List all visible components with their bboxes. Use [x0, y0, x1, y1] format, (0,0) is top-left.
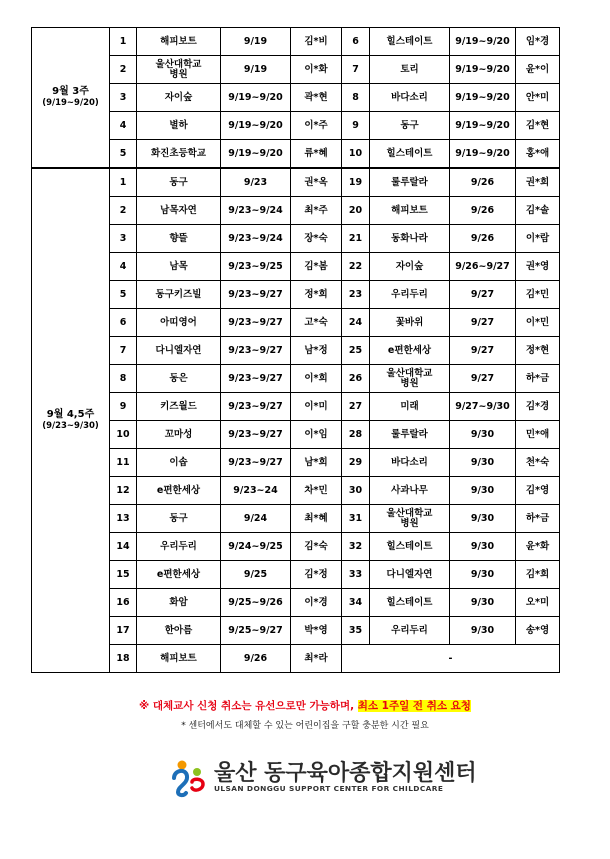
schedule-row — [32, 477, 560, 505]
date-range: 9/25 — [221, 561, 291, 589]
schedule-row — [32, 337, 560, 365]
teacher-name: 송*영 — [516, 617, 560, 645]
center-name: 한아름 — [137, 617, 221, 645]
teacher-name: 이*화 — [291, 56, 342, 84]
date-range: 9/23~9/25 — [221, 253, 291, 281]
schedule-row — [32, 281, 560, 309]
date-range: 9/27 — [450, 337, 516, 365]
center-name: 자이숲 — [370, 253, 450, 281]
date-range: 9/24~9/25 — [221, 533, 291, 561]
teacher-name: 김*숙 — [291, 533, 342, 561]
center-name: 힐스테이트 — [370, 28, 450, 56]
teacher-name: 윤*화 — [516, 533, 560, 561]
schedule-row — [32, 449, 560, 477]
date-range: 9/26 — [450, 225, 516, 253]
date-range: 9/23~9/27 — [221, 393, 291, 421]
schedule-row — [32, 309, 560, 337]
row-number: 7 — [342, 56, 370, 84]
date-range: 9/19~9/20 — [450, 140, 516, 169]
row-number: 1 — [110, 168, 137, 197]
center-name: 룰루랄라 — [370, 168, 450, 197]
teacher-name: 하*금 — [516, 505, 560, 533]
schedule-row — [32, 561, 560, 589]
date-range: 9/19~9/20 — [221, 112, 291, 140]
row-number: 29 — [342, 449, 370, 477]
teacher-name: 김*정 — [291, 561, 342, 589]
teacher-name: 하*금 — [516, 365, 560, 393]
teacher-name: 최*혜 — [291, 505, 342, 533]
date-range: 9/23 — [221, 168, 291, 197]
date-range: 9/26 — [450, 168, 516, 197]
date-range: 9/30 — [450, 589, 516, 617]
schedule-row — [32, 253, 560, 281]
time-notice: * 센터에서도 대체할 수 있는 어린이집을 구할 충분한 시간 필요 — [181, 721, 429, 731]
teacher-name: 김*영 — [516, 477, 560, 505]
week-label-cell — [32, 168, 110, 673]
teacher-name: 김*희 — [516, 561, 560, 589]
row-number: 1 — [110, 28, 137, 56]
date-range: 9/30 — [450, 533, 516, 561]
row-number: 35 — [342, 617, 370, 645]
date-range: 9/30 — [450, 421, 516, 449]
date-range: 9/27~9/30 — [450, 393, 516, 421]
schedule-row — [32, 617, 560, 645]
row-number: 5 — [110, 140, 137, 169]
teacher-name: 김*비 — [291, 28, 342, 56]
center-name: 꼬마성 — [137, 421, 221, 449]
schedule-row — [32, 56, 560, 84]
schedule-row — [32, 112, 560, 140]
center-name: 바다소리 — [370, 84, 450, 112]
schedule-row — [32, 28, 560, 56]
center-name: 힐스테이트 — [370, 533, 450, 561]
date-range: 9/30 — [450, 449, 516, 477]
center-name: 화암 — [137, 589, 221, 617]
center-name: 토리 — [370, 56, 450, 84]
row-number: 2 — [110, 56, 137, 84]
schedule-row — [32, 225, 560, 253]
teacher-name: 박*영 — [291, 617, 342, 645]
schedule-row — [32, 84, 560, 112]
date-range: 9/30 — [450, 477, 516, 505]
teacher-name: 최*라 — [291, 645, 342, 673]
center-name: e편한세상 — [370, 337, 450, 365]
teacher-name: 정*현 — [516, 337, 560, 365]
schedule-row — [32, 645, 560, 673]
row-number: 15 — [110, 561, 137, 589]
teacher-name: 안*미 — [516, 84, 560, 112]
schedule-row — [32, 505, 560, 533]
teacher-name: 고*숙 — [291, 309, 342, 337]
date-range: 9/30 — [450, 561, 516, 589]
date-range: 9/27 — [450, 309, 516, 337]
teacher-name: 차*민 — [291, 477, 342, 505]
row-number: 6 — [110, 309, 137, 337]
row-number: 33 — [342, 561, 370, 589]
teacher-name: 이*경 — [291, 589, 342, 617]
week-range: (9/19~9/20) — [42, 98, 99, 109]
center-name: 동구 — [137, 505, 221, 533]
date-range: 9/23~9/27 — [221, 421, 291, 449]
row-number: 24 — [342, 309, 370, 337]
center-name: 해피보트 — [137, 645, 221, 673]
teacher-name: 이*미 — [291, 393, 342, 421]
date-range: 9/19~9/20 — [450, 112, 516, 140]
center-logo — [156, 752, 477, 804]
teacher-name: 남*정 — [291, 337, 342, 365]
date-range: 9/23~9/27 — [221, 449, 291, 477]
childcare-center-logo-icon — [170, 756, 208, 798]
center-name: 화진초등학교 — [137, 140, 221, 169]
center-name-english: ULSAN DONGGU SUPPORT CENTER FOR CHILDCARE — [214, 784, 444, 793]
row-number: 16 — [110, 589, 137, 617]
date-range: 9/23~9/27 — [221, 281, 291, 309]
teacher-name: 이*람 — [516, 225, 560, 253]
row-number: 31 — [342, 505, 370, 533]
center-name: 해피보트 — [137, 28, 221, 56]
center-name-korean: 울산 동구육아종합지원센터 — [214, 761, 477, 786]
cancellation-notice-highlight: 최소 1주일 전 취소 요청 — [357, 700, 471, 712]
date-range: 9/19~9/20 — [450, 84, 516, 112]
row-number: 8 — [110, 365, 137, 393]
row-number: 25 — [342, 337, 370, 365]
row-number: 28 — [342, 421, 370, 449]
week-label: 9월 4,5주 — [46, 408, 95, 420]
date-range: 9/27 — [450, 281, 516, 309]
row-number: 22 — [342, 253, 370, 281]
row-number: 4 — [110, 253, 137, 281]
center-name: 아띠영어 — [137, 309, 221, 337]
schedule-row — [32, 168, 560, 197]
center-name: 이솝 — [137, 449, 221, 477]
empty-slot: - — [342, 645, 560, 673]
date-range: 9/25~9/27 — [221, 617, 291, 645]
teacher-name: 이*민 — [516, 309, 560, 337]
date-range: 9/23~9/27 — [221, 365, 291, 393]
row-number: 2 — [110, 197, 137, 225]
row-number: 10 — [110, 421, 137, 449]
row-number: 21 — [342, 225, 370, 253]
center-name: 우리두리 — [137, 533, 221, 561]
teacher-name: 임*경 — [516, 28, 560, 56]
center-name: e편한세상 — [137, 477, 221, 505]
substitute-teacher-schedule-table — [31, 27, 560, 673]
teacher-name: 홍*애 — [516, 140, 560, 169]
row-number: 26 — [342, 365, 370, 393]
date-range: 9/23~9/24 — [221, 225, 291, 253]
center-name: 향뜰 — [137, 225, 221, 253]
center-name: 해피보트 — [370, 197, 450, 225]
schedule-row — [32, 197, 560, 225]
date-range: 9/30 — [450, 617, 516, 645]
center-name: 남목 — [137, 253, 221, 281]
center-name: 별하 — [137, 112, 221, 140]
row-number: 11 — [110, 449, 137, 477]
center-name: 바다소리 — [370, 449, 450, 477]
row-number: 9 — [342, 112, 370, 140]
schedule-row — [32, 393, 560, 421]
center-name: 미래 — [370, 393, 450, 421]
center-name: 울산대학교 병원 — [137, 56, 221, 84]
row-number: 20 — [342, 197, 370, 225]
teacher-name: 권*희 — [516, 168, 560, 197]
teacher-name: 이*희 — [291, 365, 342, 393]
date-range: 9/26 — [221, 645, 291, 673]
schedule-row — [32, 140, 560, 169]
schedule-row — [32, 421, 560, 449]
date-range: 9/24 — [221, 505, 291, 533]
center-name: e편한세상 — [137, 561, 221, 589]
center-name: 키즈월드 — [137, 393, 221, 421]
teacher-name: 장*숙 — [291, 225, 342, 253]
date-range: 9/30 — [450, 505, 516, 533]
date-range: 9/23~9/27 — [221, 309, 291, 337]
date-range: 9/23~9/24 — [221, 197, 291, 225]
teacher-name: 최*주 — [291, 197, 342, 225]
teacher-name: 이*임 — [291, 421, 342, 449]
center-name: 꽃바위 — [370, 309, 450, 337]
center-name: 자이숲 — [137, 84, 221, 112]
row-number: 12 — [110, 477, 137, 505]
row-number: 8 — [342, 84, 370, 112]
center-name: 동은 — [137, 365, 221, 393]
row-number: 5 — [110, 281, 137, 309]
row-number: 7 — [110, 337, 137, 365]
schedule-row — [32, 589, 560, 617]
teacher-name: 권*옥 — [291, 168, 342, 197]
row-number: 18 — [110, 645, 137, 673]
date-range: 9/19~9/20 — [221, 140, 291, 169]
date-range: 9/19~9/20 — [450, 56, 516, 84]
date-range: 9/19 — [221, 56, 291, 84]
date-range: 9/27 — [450, 365, 516, 393]
teacher-name: 류*혜 — [291, 140, 342, 169]
center-name: 동구 — [137, 168, 221, 197]
schedule-row — [32, 365, 560, 393]
row-number: 4 — [110, 112, 137, 140]
row-number: 27 — [342, 393, 370, 421]
center-name: 다니엘자연 — [137, 337, 221, 365]
row-number: 3 — [110, 84, 137, 112]
teacher-name: 곽*현 — [291, 84, 342, 112]
teacher-name: 이*주 — [291, 112, 342, 140]
teacher-name: 김*솔 — [516, 197, 560, 225]
row-number: 13 — [110, 505, 137, 533]
center-name: 다니엘자연 — [370, 561, 450, 589]
date-range: 9/23~24 — [221, 477, 291, 505]
schedule-row — [32, 533, 560, 561]
teacher-name: 권*영 — [516, 253, 560, 281]
center-name: 힐스테이트 — [370, 589, 450, 617]
date-range: 9/26~9/27 — [450, 253, 516, 281]
row-number: 9 — [110, 393, 137, 421]
cancellation-notice-text: ※ 대체교사 신청 취소는 유선으로만 가능하며, — [139, 700, 358, 712]
row-number: 30 — [342, 477, 370, 505]
teacher-name: 윤*이 — [516, 56, 560, 84]
date-range: 9/19~9/20 — [221, 84, 291, 112]
row-number: 14 — [110, 533, 137, 561]
teacher-name: 천*숙 — [516, 449, 560, 477]
teacher-name: 민*애 — [516, 421, 560, 449]
row-number: 6 — [342, 28, 370, 56]
date-range: 9/25~9/26 — [221, 589, 291, 617]
row-number: 17 — [110, 617, 137, 645]
center-name: 남목자연 — [137, 197, 221, 225]
center-name: 동화나라 — [370, 225, 450, 253]
teacher-name: 남*희 — [291, 449, 342, 477]
center-name: 힐스테이트 — [370, 140, 450, 169]
week-range: (9/23~9/30) — [42, 421, 99, 432]
row-number: 10 — [342, 140, 370, 169]
teacher-name: 김*민 — [516, 281, 560, 309]
center-name: 룰루랄라 — [370, 421, 450, 449]
teacher-name: 김*경 — [516, 393, 560, 421]
center-name: 동구키즈빌 — [137, 281, 221, 309]
center-name: 울산대학교 병원 — [370, 505, 450, 533]
teacher-name: 김*봄 — [291, 253, 342, 281]
week-label: 9월 3주 — [52, 85, 89, 97]
row-number: 32 — [342, 533, 370, 561]
date-range: 9/19~9/20 — [450, 28, 516, 56]
cancellation-notice — [0, 698, 610, 713]
center-name: 울산대학교 병원 — [370, 365, 450, 393]
date-range: 9/26 — [450, 197, 516, 225]
center-name: 우리두리 — [370, 281, 450, 309]
teacher-name: 정*희 — [291, 281, 342, 309]
row-number: 19 — [342, 168, 370, 197]
teacher-name: 김*현 — [516, 112, 560, 140]
teacher-name: 오*미 — [516, 589, 560, 617]
date-range: 9/19 — [221, 28, 291, 56]
row-number: 3 — [110, 225, 137, 253]
center-name: 동구 — [370, 112, 450, 140]
week-label-cell — [32, 28, 110, 169]
center-name: 사과나무 — [370, 477, 450, 505]
date-range: 9/23~9/27 — [221, 337, 291, 365]
row-number: 34 — [342, 589, 370, 617]
row-number: 23 — [342, 281, 370, 309]
center-name: 우리두리 — [370, 617, 450, 645]
